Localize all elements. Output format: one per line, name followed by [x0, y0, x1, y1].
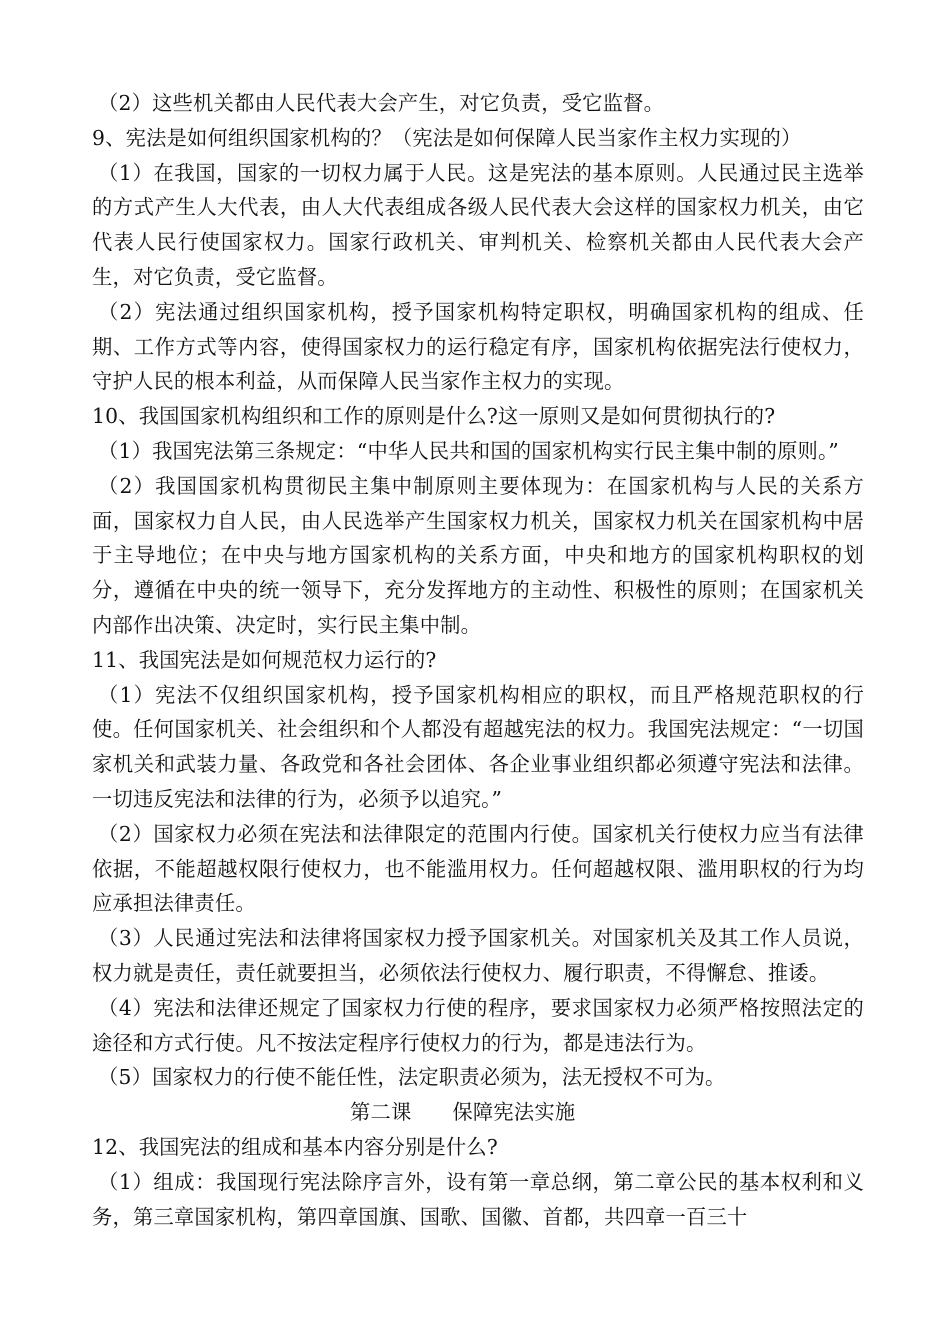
answer-paragraph: （1）在我国，国家的一切权力属于人民。这是宪法的基本原则。人民通过民主选举的方式产生人大代表，由人大代表组成各级人民代表大会这样的国家权力机关，由它代表人民行使国家权力。国家行政机关、审判机关、检察机关都由人民代表大会产生，对它负责，受它监督。	[92, 160, 864, 289]
answer-paragraph: （3）人民通过宪法和法律将国家权力授予国家机关。对国家机关及其工作人员说，权力就是责任，责任就要担当，必须依法行使权力、履行职责，不得懈怠、推诿。	[92, 926, 864, 985]
answer-paragraph: （2）宪法通过组织国家机构，授予国家机构特定职权，明确国家机构的组成、任期、工作方式等内容，使得国家权力的运行稳定有序，国家机构依据宪法行使权力，守护人民的根本利益，从而保障人民当家作主权力的实现。	[92, 299, 864, 394]
answer-paragraph: （2）我国国家机构贯彻民主集中制原则主要体现为：在国家机构与人民的关系方面，国家权力自人民，由人民选举产生国家权力机关，国家权力机关在国家机构中居于主导地位；在中央与地方国家机构的关系方面，中央和地方的国家机构职权的划分，遵循在中央的统一领导下，充分发挥地方的主动性、积极性的原则；在国家机关内部作出决策、决定时，实行民主集中制。	[92, 473, 864, 637]
question-12-heading: 12、我国宪法的组成和基本内容分别是什么?	[92, 1134, 498, 1159]
answer-paragraph: （2）这些机关都由人民代表大会产生，对它负责，受它监督。	[98, 91, 665, 115]
answer-paragraph: （4）宪法和法律还规定了国家权力行使的程序，要求国家权力必须严格按照法定的途径和方式行使。凡不按法定程序行使权力的行为，都是违法行为。	[92, 995, 864, 1055]
answer-paragraph: （1）组成：我国现行宪法除序言外，设有第一章总纲，第二章公民的基本权利和义务，第三章国家机构，第四章国旗、国歌、国徽、首都，共四章一百三十	[92, 1169, 864, 1229]
lesson-title: 第二课 保障宪法实施	[350, 1100, 576, 1125]
answer-paragraph: （5）国家权力的行使不能任性，法定职责必须为，法无授权不可为。	[98, 1065, 726, 1090]
answer-paragraph: （1）我国宪法第三条规定：“中华人民共和国的国家机构实行民主集中制的原则。”	[98, 438, 839, 463]
document-body	[92, 86, 864, 1234]
question-11-heading: 11、我国宪法是如何规范权力运行的?	[92, 647, 437, 672]
question-10-heading: 10、我国国家机构组织和工作的原则是什么?这一原则又是如何贯彻执行的?	[92, 404, 776, 429]
answer-paragraph: （1）宪法不仅组织国家机构，授予国家机构相应的职权，而且严格规范职权的行使。任何国家机关、社会组织和个人都没有超越宪法的权力。我国宪法规定：“一切国家机关和武装力量、各政党和各社会团体、各企业事业组织都必须遵守宪法和法律。一切违反宪法和法律的行为，必须予以追究。”	[92, 682, 864, 811]
question-9-heading: 9、宪法是如何组织国家机构的？（宪法是如何保障人民当家作主权力实现的）	[92, 125, 802, 150]
answer-paragraph: （2）国家权力必须在宪法和法律限定的范围内行使。国家机关行使权力应当有法律依据，不能超越权限行使权力，也不能滥用权力。任何超越权限、滥用职权的行为均应承担法律责任。	[92, 821, 864, 916]
